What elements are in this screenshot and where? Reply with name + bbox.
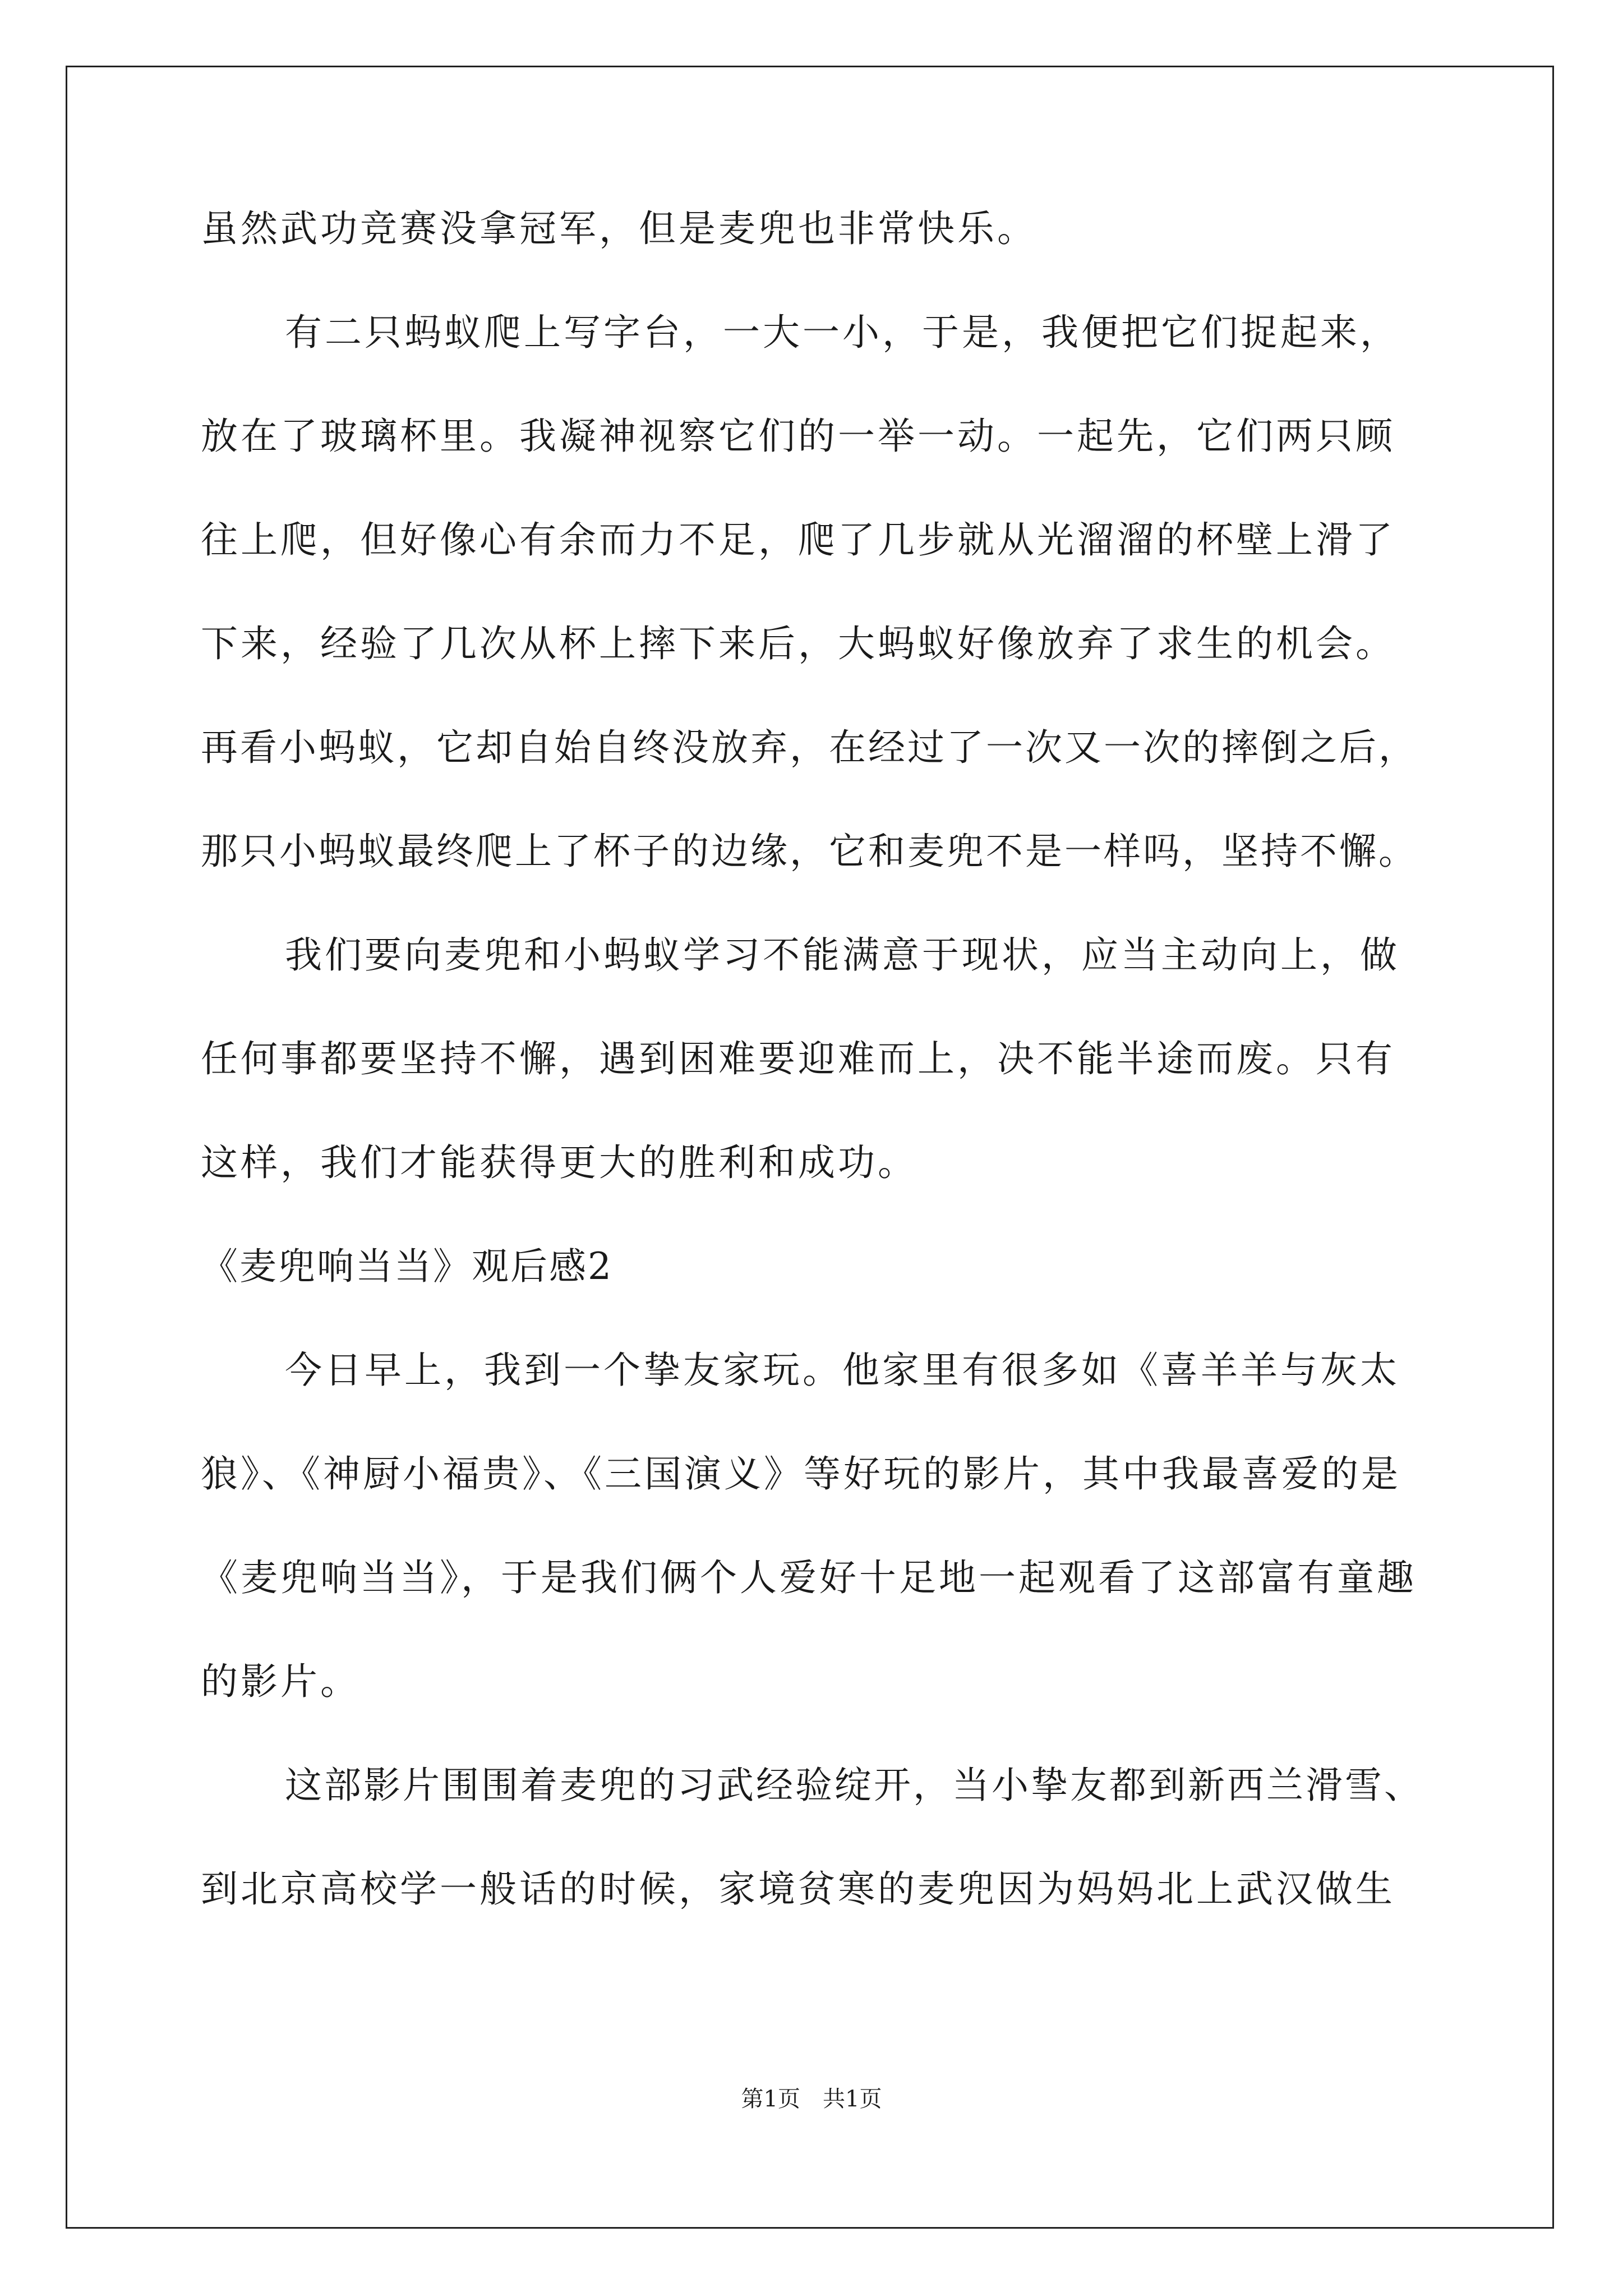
- document-body: [201, 204, 1429, 1968]
- text-line: 那只小蚂蚁最终爬上了杯子的边缘，它和麦兜不是一样吗，坚持不懈。: [201, 830, 1418, 873]
- section-heading: 《麦兜响当当》观后感2: [201, 1245, 613, 1288]
- page-footer: [0, 2084, 1623, 2114]
- text-line: 有二只蚂蚁爬上写字台，一大一小，于是，我便把它们捉起来，: [285, 311, 1400, 354]
- page-total: 共1页: [823, 2086, 882, 2112]
- text-line: 这样，我们才能获得更大的胜利和成功。: [201, 1141, 917, 1184]
- text-line: 虽然武功竞赛没拿冠军，但是麦兜也非常快乐。: [201, 207, 1037, 250]
- text-line: 狼》、《神厨小福贵》、《三国演义》等好玩的影片，其中我最喜爱的是: [201, 1452, 1401, 1496]
- text-line: 的影片。: [201, 1660, 360, 1703]
- text-line: 下来，经验了几次从杯上摔下来后，大蚂蚁好像放弃了求生的机会。: [201, 622, 1395, 665]
- text-line: 任何事都要坚持不懈，遇到困难要迎难而上，决不能半途而废。只有: [201, 1037, 1395, 1080]
- text-line: 我们要向麦兜和小蚂蚁学习不能满意于现状，应当主动向上，做: [285, 933, 1400, 977]
- page-number: 第1页: [741, 2086, 800, 2112]
- text-line: 《麦兜响当当》，于是我们俩个人爱好十足地一起观看了这部富有童趣: [201, 1556, 1417, 1599]
- text-line: 放在了玻璃杯里。我凝神视察它们的一举一动。一起先，它们两只顾: [201, 415, 1395, 458]
- text-line: 今日早上，我到一个挚友家玩。他家里有很多如《喜羊羊与灰太: [285, 1349, 1400, 1392]
- text-line: 再看小蚂蚁，它却自始自终没放弃，在经过了一次又一次的摔倒之后，: [201, 726, 1418, 769]
- text-line: 往上爬，但好像心有余而力不足，爬了几步就从光溜溜的杯壁上滑了: [201, 518, 1395, 562]
- text-line: 这部影片围围着麦兜的习武经验绽开，当小挚友都到新西兰滑雪、: [285, 1764, 1423, 1807]
- text-line: 到北京高校学一般话的时候，家境贫寒的麦兜因为妈妈北上武汉做生: [201, 1867, 1395, 1911]
